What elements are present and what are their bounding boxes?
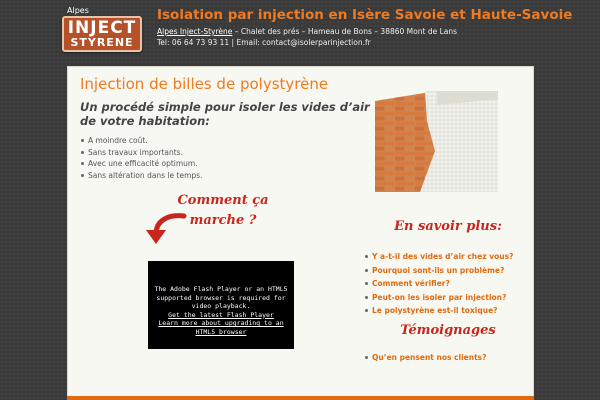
- list-item: [364, 277, 513, 291]
- testimonials-links: [364, 351, 486, 365]
- lead-text: Un procédé simple pour isoler les vides d’air de votre habitation:: [80, 100, 370, 128]
- footer-bar: [67, 396, 534, 400]
- link-air-gaps[interactable]: Y a-t-il des vides d’air chez vous?: [372, 252, 514, 261]
- wall-insulation-image: [375, 91, 498, 192]
- list-item: [364, 250, 513, 264]
- link-clients[interactable]: Qu’en pensent nos clients?: [372, 353, 487, 362]
- video-player[interactable]: [148, 261, 294, 349]
- benefits-list: [80, 135, 202, 181]
- list-item: Sans altération dans le temps.: [80, 170, 202, 182]
- logo-badge: [62, 16, 142, 52]
- link-how-check[interactable]: Comment vérifier?: [372, 279, 450, 288]
- list-item: [364, 264, 513, 278]
- testimonials-heading: Témoignages: [400, 323, 496, 338]
- flash-download-link[interactable]: Get the latest Flash Player: [168, 310, 274, 319]
- curved-arrow-icon: [144, 212, 188, 248]
- logo-bottom-text: STYRENE: [70, 36, 134, 49]
- list-item: Avec une efficacité optimum.: [80, 158, 202, 170]
- list-item: [364, 351, 486, 365]
- list-item: [364, 304, 513, 318]
- list-item: Sans travaux importants.: [80, 147, 202, 159]
- learn-more-links: [364, 250, 513, 318]
- how-it-works-heading: Comment ça marche ?: [177, 193, 269, 228]
- logo-top-text: Alpes: [67, 6, 89, 15]
- link-injection[interactable]: Peut-on les isoler par injection?: [372, 292, 507, 302]
- page-title: Injection de billes de polystyrène: [80, 75, 329, 93]
- learn-more-heading: En savoir plus:: [394, 219, 502, 234]
- site-logo[interactable]: [58, 6, 144, 50]
- html5-upgrade-link[interactable]: Learn more about upgrading to an HTML5 browser: [158, 319, 284, 336]
- logo-main-text: INJECT: [67, 18, 137, 38]
- site-contact: Tel: 06 64 73 93 11 | Email: contact@isolerparinjection.fr: [157, 38, 371, 47]
- site-title: Isolation par injection en Isère Savoie et Haute-Savoie: [157, 7, 573, 23]
- link-why-problem[interactable]: Pourquoi sont-ils un problème?: [372, 265, 505, 275]
- list-item: [364, 291, 513, 305]
- company-link[interactable]: Alpes Inject-Styrène: [157, 27, 233, 36]
- list-item: A moindre coût.: [80, 135, 202, 147]
- address-text: – Chalet des prés – Hameau de Bons – 38860 Mont de Lans: [232, 27, 458, 36]
- link-toxic[interactable]: Le polystyrène est-il toxique?: [372, 306, 498, 315]
- main-panel: [67, 66, 534, 400]
- site-address: [157, 27, 457, 36]
- flash-message: The Adobe Flash Player or an HTML5 supported browser is required for video playback.: [154, 285, 288, 310]
